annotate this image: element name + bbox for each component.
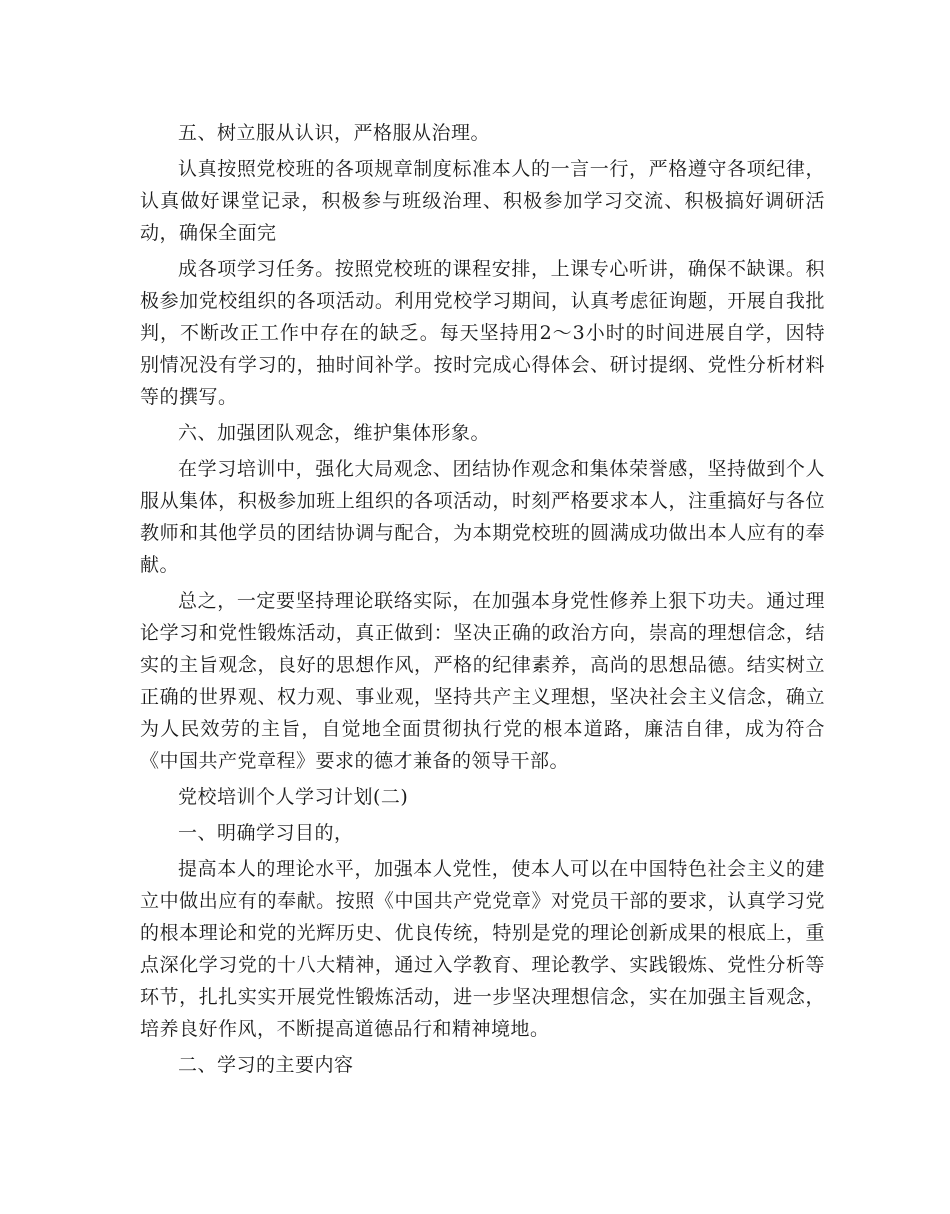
section-heading-1: 一、明确学习目的， [178, 822, 354, 844]
paragraph-study-goal: 提高本人的理论水平，加强本人党性，使本人可以在中国特色社会主义的建立中做出应有的奉献。按照《中国共产党党章》对党员干部的要求，认真学习党的根本理论和党的光辉历史、优良传统，特别是党的理论创新成果的根底上，重点深化学习党的十八大精神，通过入学教育、理论教学、实践锻炼、党性分析等环节，扎扎实实开展党性锻炼活动，进一步坚决理想信念，实在加强主旨观念，培养良好作风，不断提高道德品行和精神境地。 [140, 858, 825, 1040]
section-heading-2: 二、学习的主要内容 [178, 1054, 354, 1076]
section-heading-5: 五、树立服从认识，严格服从治理。 [178, 122, 491, 144]
paragraph-summary: 总之，一定要坚持理论联络实际，在加强本身党性修养上狠下功夫。通过理论学习和党性锻炼活动，真正做到：坚决正确的政治方向，崇高的理想信念，结实的主旨观念，良好的思想作风，严格的纪律素养，高尚的思想品德。结实树立正确的世界观、权力观、事业观，坚持共产主义理想，坚决社会主义信念，确立为人民效劳的主旨，自觉地全面贯彻执行党的根本道路，廉洁自律，成为符合《中国共产党章程》要求的德才兼备的领导干部。 [140, 590, 825, 772]
paragraph-discipline: 认真按照党校班的各项规章制度标准本人的一言一行，严格遵守各项纪律，认真做好课堂记录，积极参与班级治理、积极参加学习交流、积极搞好调研活动，确保全面完 [140, 158, 825, 244]
section-heading-6: 六、加强团队观念，维护集体形象。 [178, 422, 491, 444]
paragraph-study-tasks: 成各项学习任务。按照党校班的课程安排，上课专心听讲，确保不缺课。积极参加党校组织的各项活动。利用党校学习期间，认真考虑征询题，开展自我批判，不断改正工作中存在的缺乏。每天坚持用2～3小时的时间进展自学，因特别情况没有学习的，抽时间补学。按时完成心得体会、研讨提纲、党性分析材料等的撰写。 [140, 258, 825, 408]
paragraph-teamwork: 在学习培训中，强化大局观念、团结协作观念和集体荣誉感，坚持做到个人服从集体，积极参加班上组织的各项活动，时刻严格要求本人，注重搞好与各位教师和其他学员的团结协调与配合，为本期党校班的圆满成功做出本人应有的奉献。 [140, 458, 825, 576]
document-body [140, 117, 825, 1085]
document-subtitle: 党校培训个人学习计划(二) [178, 786, 409, 808]
